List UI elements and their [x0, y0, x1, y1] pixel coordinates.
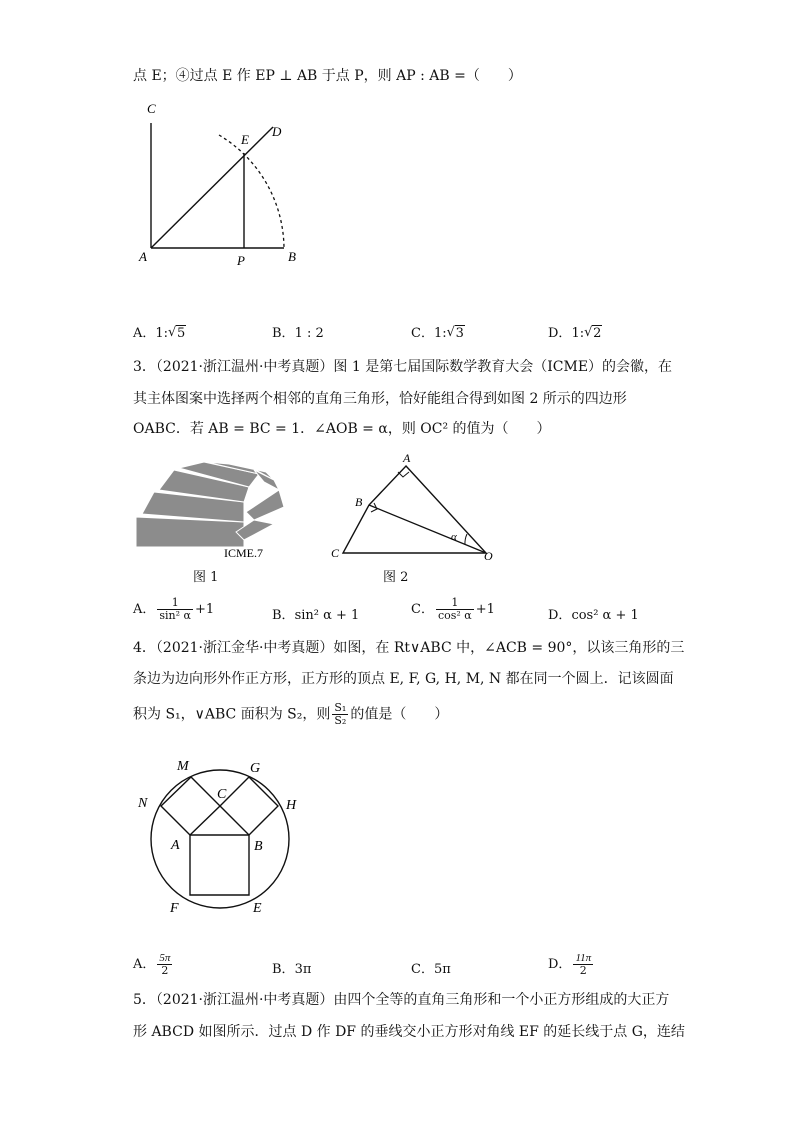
q4-line1: 4．（2021·浙江金华·中考真题）如图，在 Rt∨ABC 中，∠ACB = 90°，以该三角形的三 [133, 640, 685, 656]
q4-line3: 积为 S₁，∨ABC 面积为 S₂，则 $\frac{\text{S₁}}{\text{S₂}}$ 的值是（ ） [133, 701, 449, 727]
logo-text: ICME.7 [224, 546, 263, 560]
q4-figure [132, 752, 312, 922]
label-P: P [237, 253, 245, 268]
q3-figure2 [325, 450, 505, 565]
label-F: F [170, 901, 179, 916]
q5-line1: 5．（2021·浙江温州·中考真题）由四个全等的直角三角形和一个小正方形组成的大正方 [133, 992, 670, 1008]
label-C: C [147, 101, 156, 116]
q3-option-c[interactable]: C． $\frac{1}{\text{cos² α}}$ +1 [411, 596, 495, 622]
q3-option-b[interactable]: B．sin² α + 1 [272, 608, 360, 623]
circled-number: ④ [175, 68, 190, 84]
label-E: E [253, 901, 262, 916]
q3-line2: 其主体图案中选择两个相邻的直角三角形，恰好能组合得到如图 2 所示的四边形 [133, 391, 627, 407]
label-alpha: α [451, 531, 457, 543]
fig2-caption: 图 2 [383, 570, 409, 585]
q3-line3: OABC．若 AB = BC = 1．∠AOB = α，则 OC² 的值为（ ） [133, 421, 551, 437]
q4-option-b[interactable]: B．3π [272, 962, 312, 977]
q3-option-d[interactable]: D．cos² α + 1 [548, 608, 639, 623]
label-C: C [217, 787, 227, 802]
q4-option-a[interactable]: A． $\frac{5\pi}{2}$ [133, 952, 171, 977]
icme-logo [134, 462, 284, 562]
label-H: H [286, 798, 297, 813]
label-B: B [254, 839, 263, 854]
label-D: D [272, 124, 282, 139]
label-A: A [403, 451, 411, 465]
label-A: A [171, 838, 180, 853]
q2-option-a[interactable]: A．1:√ 5 [133, 322, 186, 341]
label-C: C [331, 546, 340, 560]
q2-option-b[interactable]: B．1 : 2 [272, 326, 324, 341]
q4-option-d[interactable]: D． $\frac{11\pi}{2}$ [548, 952, 592, 977]
label-B: B [355, 495, 363, 509]
q2-figure [135, 95, 305, 270]
fig1-caption: 图 1 [193, 570, 219, 585]
label-A: A [139, 249, 147, 264]
label-G: G [250, 761, 261, 776]
q4-line2: 条边为边向形外作正方形，正方形的顶点 E, F, G, H, M, N 都在同一个圆上．记该圆面 [133, 671, 674, 687]
q3-line1: 3．（2021·浙江温州·中考真题）图 1 是第七届国际数学教育大会（ICME）的会徽，在 [133, 359, 673, 375]
q5-line2: 形 ABCD 如图所示．过点 D 作 DF 的垂线交小正方形对角线 EF 的延长线于点 G，连结 [133, 1024, 685, 1040]
q2-option-c[interactable]: C．1:√ 3 [411, 322, 465, 341]
q2-option-d[interactable]: D．1:√ 2 [548, 322, 602, 341]
label-N: N [138, 796, 148, 811]
label-O: O [484, 549, 493, 563]
q2-text-line: 点 E；④过点 E 作 EP ⊥ AB 于点 P，则 AP : AB =（ ） [133, 68, 522, 84]
q3-option-a[interactable]: A． $\frac{1}{\text{sin² α}}$ +1 [133, 596, 215, 622]
label-E: E [241, 132, 249, 147]
q4-option-c[interactable]: C．5π [411, 962, 451, 977]
label-M: M [177, 759, 189, 774]
label-B: B [288, 249, 296, 264]
